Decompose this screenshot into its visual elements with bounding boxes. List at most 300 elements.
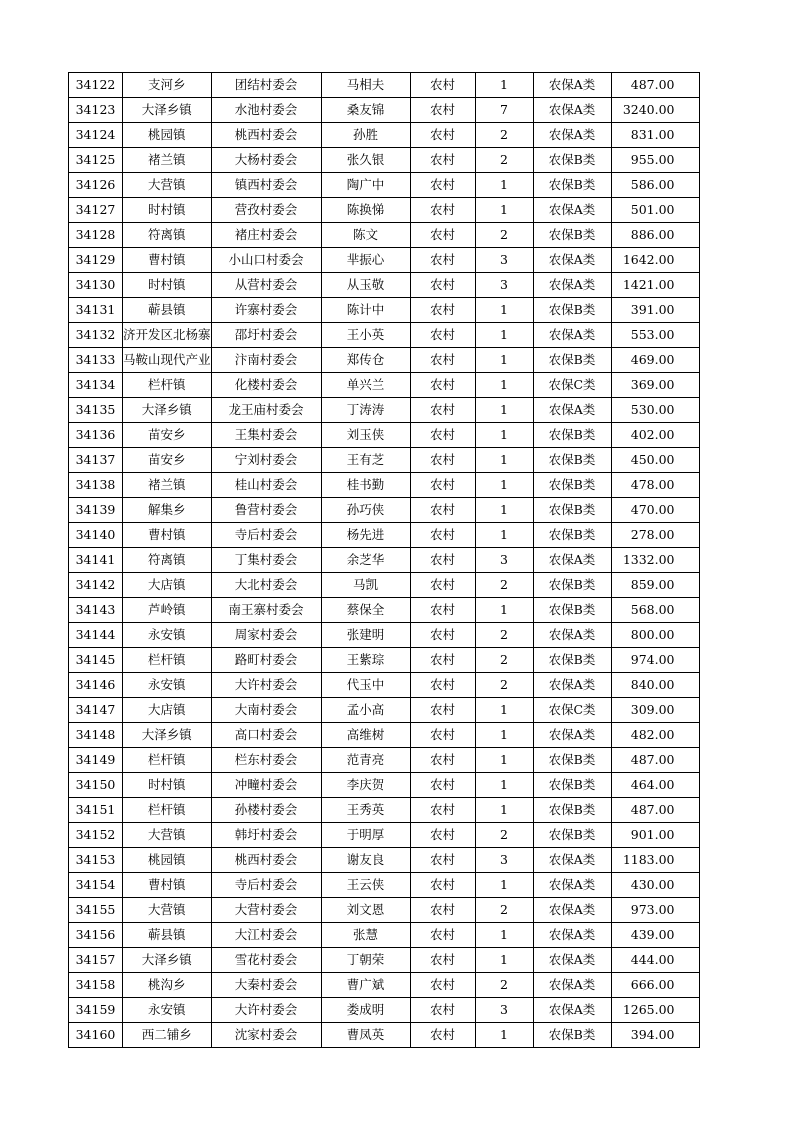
insurance-class-cell: 农保A类	[533, 248, 611, 273]
table-row	[69, 98, 700, 123]
township-cell: 苗安乡	[123, 423, 212, 448]
township-cell: 大泽乡镇	[123, 723, 212, 748]
amount-cell: 478.00	[611, 473, 699, 498]
person-name-cell: 刘文恩	[321, 898, 410, 923]
area-type-cell: 农村	[410, 123, 475, 148]
table-row	[69, 948, 700, 973]
amount-cell: 1183.00	[611, 848, 699, 873]
area-type-cell: 农村	[410, 273, 475, 298]
township-cell: 大店镇	[123, 698, 212, 723]
insurance-class-cell: 农保B类	[533, 1023, 611, 1048]
household-count-cell: 1	[475, 748, 533, 773]
person-name-cell: 代玉中	[321, 673, 410, 698]
person-name-cell: 高维树	[321, 723, 410, 748]
table-row	[69, 723, 700, 748]
household-count-cell: 1	[475, 198, 533, 223]
insurance-class-cell: 农保A类	[533, 923, 611, 948]
table-row	[69, 448, 700, 473]
village-committee-cell: 沈家村委会	[211, 1023, 321, 1048]
village-committee-cell: 栏东村委会	[211, 748, 321, 773]
person-name-cell: 桑友锦	[321, 98, 410, 123]
insurance-class-cell: 农保B类	[533, 598, 611, 623]
township-cell: 苗安乡	[123, 448, 212, 473]
table-row	[69, 573, 700, 598]
village-committee-cell: 丁集村委会	[211, 548, 321, 573]
table-row	[69, 1023, 700, 1048]
village-committee-cell: 桃西村委会	[211, 123, 321, 148]
person-name-cell: 芈振心	[321, 248, 410, 273]
area-type-cell: 农村	[410, 98, 475, 123]
records-table	[68, 72, 700, 1048]
amount-cell: 974.00	[611, 648, 699, 673]
household-count-cell: 2	[475, 973, 533, 998]
table-row	[69, 198, 700, 223]
amount-cell: 444.00	[611, 948, 699, 973]
person-name-cell: 王小英	[321, 323, 410, 348]
insurance-class-cell: 农保A类	[533, 898, 611, 923]
record-id-cell: 34128	[69, 223, 123, 248]
table-row	[69, 873, 700, 898]
amount-cell: 439.00	[611, 923, 699, 948]
table-row	[69, 923, 700, 948]
person-name-cell: 陈换悌	[321, 198, 410, 223]
village-committee-cell: 大营村委会	[211, 898, 321, 923]
township-cell: 曹村镇	[123, 523, 212, 548]
record-id-cell: 34154	[69, 873, 123, 898]
insurance-class-cell: 农保B类	[533, 348, 611, 373]
table-row	[69, 773, 700, 798]
table-row	[69, 423, 700, 448]
village-committee-cell: 桃西村委会	[211, 848, 321, 873]
amount-cell: 369.00	[611, 373, 699, 398]
record-id-cell: 34156	[69, 923, 123, 948]
insurance-class-cell: 农保B类	[533, 423, 611, 448]
person-name-cell: 陈计中	[321, 298, 410, 323]
table-row	[69, 673, 700, 698]
area-type-cell: 农村	[410, 398, 475, 423]
area-type-cell: 农村	[410, 898, 475, 923]
record-id-cell: 34124	[69, 123, 123, 148]
village-committee-cell: 大江村委会	[211, 923, 321, 948]
amount-cell: 1265.00	[611, 998, 699, 1023]
amount-cell: 553.00	[611, 323, 699, 348]
insurance-class-cell: 农保C类	[533, 698, 611, 723]
insurance-class-cell: 农保B类	[533, 573, 611, 598]
person-name-cell: 丁朝荣	[321, 948, 410, 973]
township-cell: 大营镇	[123, 173, 212, 198]
table-body	[69, 73, 700, 1048]
amount-cell: 901.00	[611, 823, 699, 848]
village-committee-cell: 邵圩村委会	[211, 323, 321, 348]
insurance-class-cell: 农保B类	[533, 773, 611, 798]
township-cell: 桃园镇	[123, 848, 212, 873]
record-id-cell: 34142	[69, 573, 123, 598]
area-type-cell: 农村	[410, 73, 475, 98]
household-count-cell: 3	[475, 248, 533, 273]
area-type-cell: 农村	[410, 373, 475, 398]
township-cell: 桃园镇	[123, 123, 212, 148]
area-type-cell: 农村	[410, 973, 475, 998]
table-row	[69, 798, 700, 823]
area-type-cell: 农村	[410, 323, 475, 348]
village-committee-cell: 团结村委会	[211, 73, 321, 98]
area-type-cell: 农村	[410, 773, 475, 798]
area-type-cell: 农村	[410, 598, 475, 623]
village-committee-cell: 大北村委会	[211, 573, 321, 598]
area-type-cell: 农村	[410, 723, 475, 748]
township-cell: 支河乡	[123, 73, 212, 98]
record-id-cell: 34144	[69, 623, 123, 648]
area-type-cell: 农村	[410, 223, 475, 248]
township-cell: 大泽乡镇	[123, 98, 212, 123]
person-name-cell: 孙巧侠	[321, 498, 410, 523]
record-id-cell: 34152	[69, 823, 123, 848]
area-type-cell: 农村	[410, 948, 475, 973]
township-cell: 曹村镇	[123, 248, 212, 273]
household-count-cell: 1	[475, 498, 533, 523]
table-row	[69, 523, 700, 548]
person-name-cell: 陶广中	[321, 173, 410, 198]
area-type-cell: 农村	[410, 823, 475, 848]
person-name-cell: 刘玉侠	[321, 423, 410, 448]
amount-cell: 464.00	[611, 773, 699, 798]
household-count-cell: 2	[475, 823, 533, 848]
insurance-class-cell: 农保B类	[533, 298, 611, 323]
person-name-cell: 单兴兰	[321, 373, 410, 398]
township-cell: 大泽乡镇	[123, 948, 212, 973]
table-row	[69, 648, 700, 673]
amount-cell: 469.00	[611, 348, 699, 373]
household-count-cell: 2	[475, 123, 533, 148]
area-type-cell: 农村	[410, 798, 475, 823]
village-committee-cell: 大杨村委会	[211, 148, 321, 173]
table-row	[69, 348, 700, 373]
township-cell: 西二铺乡	[123, 1023, 212, 1048]
person-name-cell: 郑传仓	[321, 348, 410, 373]
amount-cell: 430.00	[611, 873, 699, 898]
area-type-cell: 农村	[410, 623, 475, 648]
person-name-cell: 余芝华	[321, 548, 410, 573]
person-name-cell: 张慧	[321, 923, 410, 948]
village-committee-cell: 大许村委会	[211, 673, 321, 698]
household-count-cell: 1	[475, 698, 533, 723]
person-name-cell: 蔡保全	[321, 598, 410, 623]
township-cell: 永安镇	[123, 673, 212, 698]
household-count-cell: 1	[475, 373, 533, 398]
area-type-cell: 农村	[410, 498, 475, 523]
record-id-cell: 34134	[69, 373, 123, 398]
household-count-cell: 1	[475, 173, 533, 198]
amount-cell: 973.00	[611, 898, 699, 923]
household-count-cell: 1	[475, 73, 533, 98]
township-cell: 褚兰镇	[123, 148, 212, 173]
amount-cell: 859.00	[611, 573, 699, 598]
village-committee-cell: 营孜村委会	[211, 198, 321, 223]
household-count-cell: 2	[475, 673, 533, 698]
insurance-class-cell: 农保B类	[533, 448, 611, 473]
record-id-cell: 34150	[69, 773, 123, 798]
household-count-cell: 3	[475, 548, 533, 573]
household-count-cell: 7	[475, 98, 533, 123]
village-committee-cell: 汴南村委会	[211, 348, 321, 373]
household-count-cell: 1	[475, 948, 533, 973]
village-committee-cell: 镇西村委会	[211, 173, 321, 198]
township-cell: 永安镇	[123, 623, 212, 648]
household-count-cell: 1	[475, 1023, 533, 1048]
table-row	[69, 473, 700, 498]
table-row	[69, 73, 700, 98]
township-cell: 蕲县镇	[123, 923, 212, 948]
household-count-cell: 3	[475, 848, 533, 873]
township-cell: 时村镇	[123, 773, 212, 798]
amount-cell: 402.00	[611, 423, 699, 448]
insurance-class-cell: 农保A类	[533, 398, 611, 423]
insurance-class-cell: 农保A类	[533, 548, 611, 573]
household-count-cell: 1	[475, 773, 533, 798]
village-committee-cell: 南王寨村委会	[211, 598, 321, 623]
household-count-cell: 2	[475, 573, 533, 598]
record-id-cell: 34155	[69, 898, 123, 923]
township-cell: 栏杆镇	[123, 798, 212, 823]
person-name-cell: 马相夫	[321, 73, 410, 98]
person-name-cell: 马凯	[321, 573, 410, 598]
record-id-cell: 34125	[69, 148, 123, 173]
amount-cell: 800.00	[611, 623, 699, 648]
insurance-class-cell: 农保A类	[533, 98, 611, 123]
area-type-cell: 农村	[410, 648, 475, 673]
insurance-class-cell: 农保C类	[533, 373, 611, 398]
insurance-class-cell: 农保A类	[533, 73, 611, 98]
township-cell: 符离镇	[123, 223, 212, 248]
township-cell: 栏杆镇	[123, 373, 212, 398]
person-name-cell: 王紫琮	[321, 648, 410, 673]
insurance-class-cell: 农保A类	[533, 848, 611, 873]
person-name-cell: 于明厚	[321, 823, 410, 848]
record-id-cell: 34126	[69, 173, 123, 198]
village-committee-cell: 桂山村委会	[211, 473, 321, 498]
insurance-class-cell: 农保A类	[533, 323, 611, 348]
township-cell: 马鞍山现代产业	[123, 348, 212, 373]
table-row	[69, 398, 700, 423]
table-row	[69, 323, 700, 348]
area-type-cell: 农村	[410, 923, 475, 948]
area-type-cell: 农村	[410, 173, 475, 198]
record-id-cell: 34157	[69, 948, 123, 973]
person-name-cell: 王秀英	[321, 798, 410, 823]
insurance-class-cell: 农保A类	[533, 723, 611, 748]
amount-cell: 568.00	[611, 598, 699, 623]
table-row	[69, 973, 700, 998]
amount-cell: 487.00	[611, 798, 699, 823]
household-count-cell: 1	[475, 798, 533, 823]
record-id-cell: 34159	[69, 998, 123, 1023]
township-cell: 时村镇	[123, 198, 212, 223]
village-committee-cell: 路町村委会	[211, 648, 321, 673]
village-committee-cell: 王集村委会	[211, 423, 321, 448]
record-id-cell: 34140	[69, 523, 123, 548]
township-cell: 大泽乡镇	[123, 398, 212, 423]
amount-cell: 470.00	[611, 498, 699, 523]
village-committee-cell: 大许村委会	[211, 998, 321, 1023]
township-cell: 栏杆镇	[123, 648, 212, 673]
record-id-cell: 34153	[69, 848, 123, 873]
area-type-cell: 农村	[410, 423, 475, 448]
amount-cell: 394.00	[611, 1023, 699, 1048]
household-count-cell: 1	[475, 598, 533, 623]
township-cell: 解集乡	[123, 498, 212, 523]
person-name-cell: 王云侠	[321, 873, 410, 898]
area-type-cell: 农村	[410, 198, 475, 223]
table-row	[69, 998, 700, 1023]
person-name-cell: 张久银	[321, 148, 410, 173]
table-row	[69, 823, 700, 848]
household-count-cell: 1	[475, 348, 533, 373]
township-cell: 时村镇	[123, 273, 212, 298]
area-type-cell: 农村	[410, 248, 475, 273]
record-id-cell: 34145	[69, 648, 123, 673]
area-type-cell: 农村	[410, 848, 475, 873]
person-name-cell: 范青亮	[321, 748, 410, 773]
household-count-cell: 1	[475, 923, 533, 948]
insurance-class-cell: 农保B类	[533, 748, 611, 773]
household-count-cell: 1	[475, 448, 533, 473]
area-type-cell: 农村	[410, 348, 475, 373]
record-id-cell: 34151	[69, 798, 123, 823]
household-count-cell: 1	[475, 873, 533, 898]
area-type-cell: 农村	[410, 473, 475, 498]
person-name-cell: 孙胜	[321, 123, 410, 148]
area-type-cell: 农村	[410, 748, 475, 773]
record-id-cell: 34127	[69, 198, 123, 223]
area-type-cell: 农村	[410, 548, 475, 573]
insurance-class-cell: 农保B类	[533, 173, 611, 198]
area-type-cell: 农村	[410, 148, 475, 173]
person-name-cell: 李庆贺	[321, 773, 410, 798]
township-cell: 符离镇	[123, 548, 212, 573]
village-committee-cell: 从营村委会	[211, 273, 321, 298]
insurance-class-cell: 农保B类	[533, 798, 611, 823]
table-row	[69, 273, 700, 298]
area-type-cell: 农村	[410, 448, 475, 473]
household-count-cell: 2	[475, 148, 533, 173]
amount-cell: 666.00	[611, 973, 699, 998]
person-name-cell: 王有芝	[321, 448, 410, 473]
record-id-cell: 34149	[69, 748, 123, 773]
household-count-cell: 3	[475, 998, 533, 1023]
person-name-cell: 杨先进	[321, 523, 410, 548]
table-row	[69, 698, 700, 723]
amount-cell: 3240.00	[611, 98, 699, 123]
insurance-class-cell: 农保A类	[533, 948, 611, 973]
household-count-cell: 1	[475, 523, 533, 548]
village-committee-cell: 褚庄村委会	[211, 223, 321, 248]
insurance-class-cell: 农保B类	[533, 223, 611, 248]
village-committee-cell: 冲疃村委会	[211, 773, 321, 798]
record-id-cell: 34129	[69, 248, 123, 273]
insurance-class-cell: 农保A类	[533, 873, 611, 898]
table-row	[69, 623, 700, 648]
record-id-cell: 34135	[69, 398, 123, 423]
amount-cell: 482.00	[611, 723, 699, 748]
township-cell: 栏杆镇	[123, 748, 212, 773]
record-id-cell: 34160	[69, 1023, 123, 1048]
amount-cell: 487.00	[611, 73, 699, 98]
table-row	[69, 248, 700, 273]
township-cell: 大营镇	[123, 823, 212, 848]
record-id-cell: 34137	[69, 448, 123, 473]
township-cell: 曹村镇	[123, 873, 212, 898]
amount-cell: 278.00	[611, 523, 699, 548]
insurance-class-cell: 农保B类	[533, 498, 611, 523]
household-count-cell: 2	[475, 223, 533, 248]
amount-cell: 487.00	[611, 748, 699, 773]
record-id-cell: 34139	[69, 498, 123, 523]
amount-cell: 1332.00	[611, 548, 699, 573]
person-name-cell: 从玉敬	[321, 273, 410, 298]
insurance-class-cell: 农保A类	[533, 998, 611, 1023]
village-committee-cell: 许寨村委会	[211, 298, 321, 323]
insurance-class-cell: 农保B类	[533, 523, 611, 548]
record-id-cell: 34132	[69, 323, 123, 348]
area-type-cell: 农村	[410, 523, 475, 548]
amount-cell: 1642.00	[611, 248, 699, 273]
household-count-cell: 1	[475, 398, 533, 423]
household-count-cell: 2	[475, 623, 533, 648]
village-committee-cell: 宁刘村委会	[211, 448, 321, 473]
amount-cell: 391.00	[611, 298, 699, 323]
record-id-cell: 34143	[69, 598, 123, 623]
amount-cell: 586.00	[611, 173, 699, 198]
person-name-cell: 娄成明	[321, 998, 410, 1023]
village-committee-cell: 韩圩村委会	[211, 823, 321, 848]
record-id-cell: 34131	[69, 298, 123, 323]
table-row	[69, 548, 700, 573]
village-committee-cell: 雪花村委会	[211, 948, 321, 973]
record-id-cell: 34122	[69, 73, 123, 98]
village-committee-cell: 高口村委会	[211, 723, 321, 748]
village-committee-cell: 寺后村委会	[211, 873, 321, 898]
area-type-cell: 农村	[410, 698, 475, 723]
person-name-cell: 谢友良	[321, 848, 410, 873]
insurance-class-cell: 农保A类	[533, 973, 611, 998]
table-row	[69, 298, 700, 323]
person-name-cell: 陈文	[321, 223, 410, 248]
person-name-cell: 张建明	[321, 623, 410, 648]
township-cell: 大营镇	[123, 898, 212, 923]
township-cell: 桃沟乡	[123, 973, 212, 998]
township-cell: 大店镇	[123, 573, 212, 598]
record-id-cell: 34136	[69, 423, 123, 448]
record-id-cell: 34158	[69, 973, 123, 998]
amount-cell: 530.00	[611, 398, 699, 423]
table-row	[69, 373, 700, 398]
insurance-class-cell: 农保B类	[533, 148, 611, 173]
record-id-cell: 34148	[69, 723, 123, 748]
village-committee-cell: 大南村委会	[211, 698, 321, 723]
township-cell: 济开发区北杨寨	[123, 323, 212, 348]
table-row	[69, 223, 700, 248]
record-id-cell: 34146	[69, 673, 123, 698]
household-count-cell: 2	[475, 648, 533, 673]
amount-cell: 501.00	[611, 198, 699, 223]
household-count-cell: 1	[475, 323, 533, 348]
table-row	[69, 148, 700, 173]
insurance-class-cell: 农保A类	[533, 273, 611, 298]
insurance-class-cell: 农保A类	[533, 623, 611, 648]
village-committee-cell: 龙王庙村委会	[211, 398, 321, 423]
person-name-cell: 丁涛涛	[321, 398, 410, 423]
village-committee-cell: 化楼村委会	[211, 373, 321, 398]
